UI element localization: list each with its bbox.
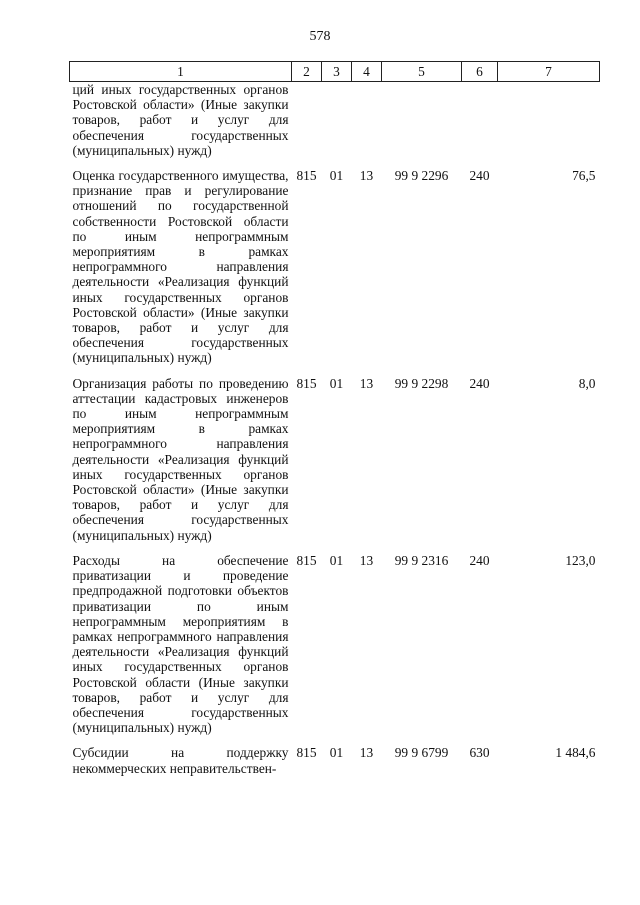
table-row [70,741,600,781]
row-ministry-code [292,82,322,165]
row-amount: 76,5 [572,168,596,184]
row-amount: 1 484,6 [555,745,596,761]
row-ministry-code: 815 [296,375,317,391]
header-col-7: 7 [498,62,600,82]
header-col-4: 4 [352,62,382,82]
header-col-5: 5 [382,62,462,82]
row-subsection-code [352,82,382,165]
row-ministry-code: 815 [296,745,317,761]
table-header [70,62,600,82]
row-target-article: 99 9 2296 [394,168,449,184]
row-expense-type [462,82,498,165]
row-target-article: 99 9 6799 [394,745,449,761]
header-col-2: 2 [292,62,322,82]
row-description: Субсидии на поддержку некоммерческих неправительствен- [72,745,289,776]
page-number: 578 [309,29,331,44]
budget-table [69,61,600,782]
header-row [70,62,600,82]
row-subsection-code: 13 [359,375,374,391]
table-body [70,82,600,782]
row-expense-type: 240 [469,375,490,391]
row-section-code: 01 [329,745,344,761]
row-amount: 8,0 [578,375,596,391]
table-row [70,82,600,165]
header-col-3: 3 [322,62,352,82]
row-subsection-code: 13 [359,168,374,184]
row-subsection-code: 13 [359,552,374,568]
row-target-article [382,82,462,165]
header-col-1: 1 [70,62,292,82]
row-ministry-code: 815 [296,168,317,184]
row-ministry-code: 815 [296,552,317,568]
table-row [70,164,600,372]
row-section-code: 01 [329,168,344,184]
header-col-6: 6 [462,62,498,82]
row-target-article: 99 9 2298 [394,375,449,391]
row-expense-type: 240 [469,552,490,568]
row-description: Организация работы по проведению аттестации кадастровых инженеров по иным непрограммным мероприятиям в рамках непрограммного направления деятельности «Реализация функций иных государственных органов Ростовской области» (Иные закупки товаров, работ и услуг для обеспечения государственных (муниципальных) нужд) [72,375,289,543]
row-amount: 123,0 [565,552,596,568]
row-description: Расходы на обеспечение приватизации и проведение предпродажной подготовки объектов приватизации по иным непрограммным мероприятиям в рамках непрограммного направления деятельности «Реализация функций иных государственных органов Ростовской области (Иные закупки товаров, работ и услуг для обеспечения государственных (муниципальных) нужд) [72,552,289,736]
row-expense-type: 240 [469,168,490,184]
row-description: ций иных государственных органов Ростовской области» (Иные закупки товаров, работ и услуг для обеспечения государственных (муниципальных) нужд) [72,82,289,158]
row-expense-type: 630 [469,745,490,761]
row-subsection-code: 13 [359,745,374,761]
row-section-code: 01 [329,552,344,568]
row-target-article: 99 9 2316 [394,552,449,568]
row-amount [498,82,600,165]
table-row [70,372,600,549]
row-section-code [322,82,352,165]
table-row [70,549,600,741]
row-section-code: 01 [329,375,344,391]
row-description: Оценка государственного имущества, признание прав и регулирование отношений по государственной собственности Ростовской области по иным непрограммным мероприятиям в рамках непрограммного направления деятельности «Реализация функций иных государственных органов Ростовской области» (Иные закупки товаров, работ и услуг для обеспечения государственных (муниципальных) нужд) [72,168,289,366]
